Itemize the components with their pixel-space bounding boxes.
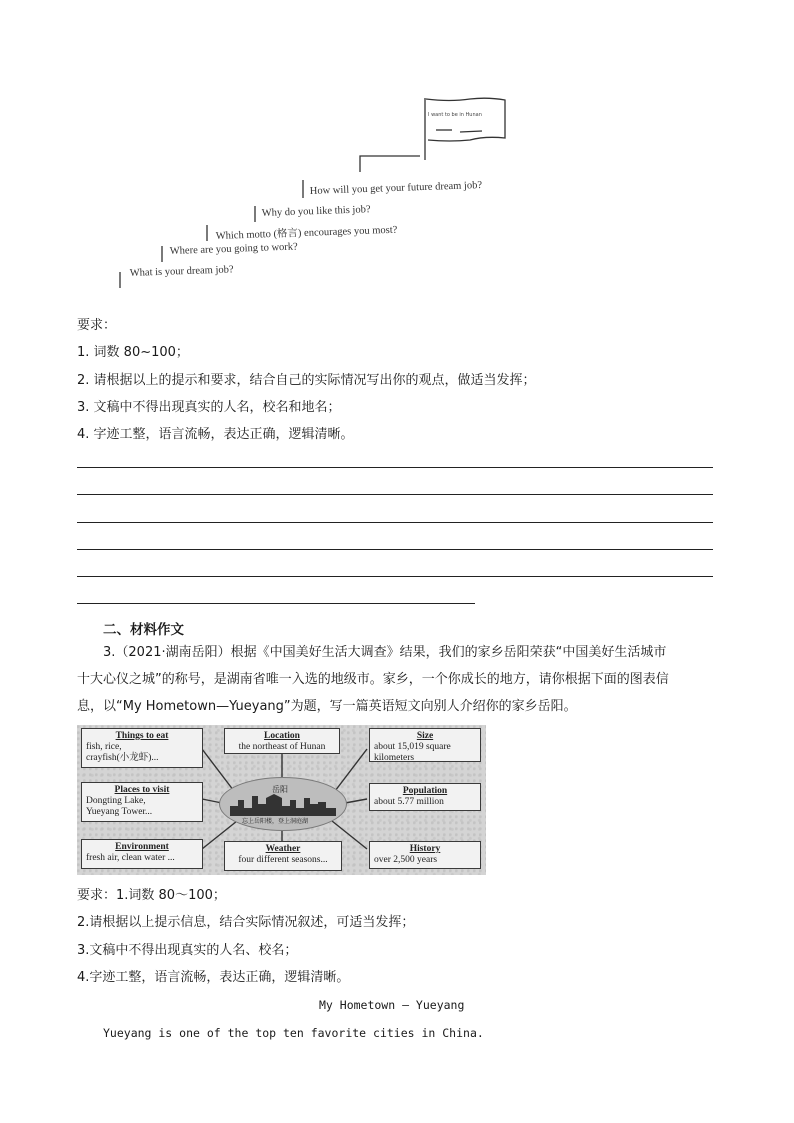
stair-question-5: What is your dream job? [129,264,234,279]
writing-line [77,603,475,604]
stair-question-1: How will you get your future dream job? [309,179,483,197]
mm-population: Population about 5.77 million [369,783,481,811]
requirement2-item-2: 2.请根据以上提示信息，结合实际情况叙述，可适当发挥； [77,915,415,930]
hometown-mindmap [77,725,486,875]
requirement-item-3: 3. 文稿中不得出现真实的人名，校名和地名； [77,400,341,415]
mm-things-to-eat: Things to eat fish, rice, crayfish(小龙虾)... [81,728,203,768]
mm-size: Size about 15,019 square kilometers [369,728,481,762]
stair-question-2: Why do you like this job? [261,204,371,219]
requirements-label: 要求： [77,318,117,333]
essay-first-line: Yueyang is one of the top ten favorite cities in China. [103,1026,484,1040]
prompt-line-2: 十大心仪之城”的称号，是湖南省唯一入选的地级市。家乡，一个你成长的地方，请你根据下面的图表信 [77,672,669,687]
skyline-icon [230,792,336,816]
flag-text: I want to be in Hunan [428,112,482,118]
mm-location: Location the northeast of Hunan [224,728,340,754]
mm-environment: Environment fresh air, clean water ... [81,839,203,869]
writing-line [77,522,713,523]
staircase-figure [110,90,530,300]
stair-question-3: Which motto (格言) encourages you most? [215,224,398,243]
mm-history: History over 2,500 years [369,841,481,869]
mm-weather: Weather four different seasons... [224,841,342,871]
essay-title: My Hometown — Yueyang [319,998,465,1012]
requirement-item-2: 2. 请根据以上的提示和要求，结合自己的实际情况写出你的观点，做适当发挥； [77,373,536,388]
stair-question-4: Where are you going to work? [169,241,298,257]
requirement-item-1: 1. 词数 80~100； [77,345,189,360]
prompt-line-1: 3.（2021·湖南岳阳）根据《中国美好生活大调查》结果，我们的家乡岳阳荣获“中国美好生活城市 [103,645,667,660]
mm-places-to-visit: Places to visit Dongting Lake, Yueyang Tower... [81,782,203,822]
writing-line [77,494,713,495]
requirement2-item-4: 4.字迹工整，语言流畅，表达正确，逻辑清晰。 [77,970,350,985]
section-heading: 二、材料作文 [103,622,184,638]
writing-line [77,467,713,468]
writing-line [77,549,713,550]
writing-line [77,576,713,577]
requirement2-item-3: 3.文稿中不得出现真实的人名、校名； [77,943,298,958]
requirement2-item-1: 要求：1.词数 80～100； [77,888,226,903]
requirement-item-4: 4. 字迹工整，语言流畅，表达正确，逻辑清晰。 [77,427,354,442]
mm-city-image: 岳阳 忘上岳阳楼，登上洞庭湖 [219,777,347,831]
prompt-line-3: 息，以“My Hometown—Yueyang”为题，写一篇英语短文向别人介绍你的家乡岳阳。 [77,699,577,714]
